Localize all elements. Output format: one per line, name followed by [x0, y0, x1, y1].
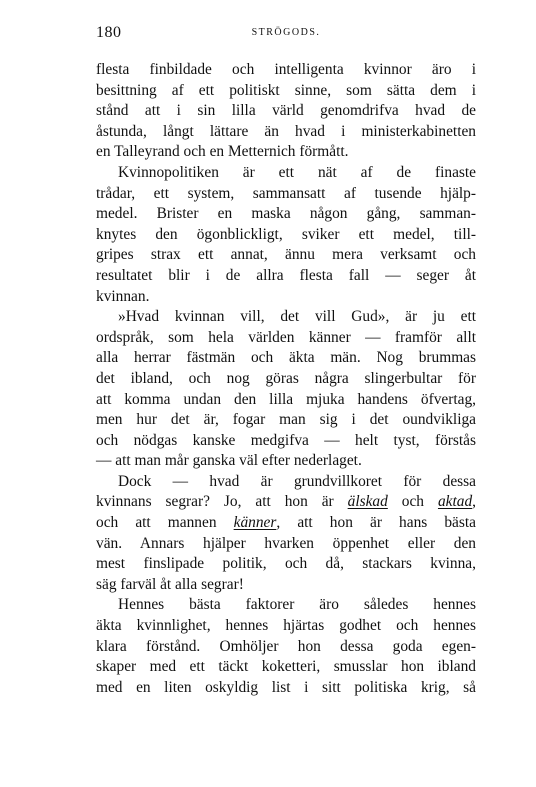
emphasized-word: aktad	[437, 493, 473, 511]
text-line: trådar, ett system, sammansatt af tusende hjälp-	[96, 184, 476, 202]
text-line: en Talleyrand och en Metternich förmått.	[96, 143, 349, 161]
text-line: flesta finbildade och intelligenta kvinnor äro i	[96, 61, 476, 78]
text-line: och nödgas kanske medgifva — helt tyst, förstås	[96, 431, 476, 449]
text-line: klara förstånd. Omhöljer hon dessa goda egen-	[96, 637, 476, 655]
emphasized-word: älskad	[347, 493, 388, 511]
text-line: mest finslipade politik, och då, stackars kvinna,	[96, 555, 476, 573]
text-line: att komma undan den lilla mjuka handens öfvertag,	[96, 390, 476, 408]
text-line: och att mannen känner, att hon är hans bästa	[96, 514, 476, 532]
text-line: — att man mår ganska väl efter nederlaget.	[96, 452, 362, 470]
text-line: skaper med ett täckt koketteri, smusslar hon ibland	[96, 658, 476, 676]
body-text	[96, 60, 476, 698]
text-line: ordspråk, som hela världen känner — framför allt	[96, 328, 476, 346]
page-header	[96, 24, 476, 44]
text-line: kvinnans segrar? Jo, att hon är älskad och aktad,	[96, 493, 477, 511]
text-line: medel. Brister en maska någon gång, samman-	[96, 205, 476, 223]
text-line: »Hvad kvinnan vill, det vill Gud», är ju ett	[118, 308, 476, 326]
text-line: Kvinnopolitiken är ett nät af de finaste	[118, 163, 476, 181]
text-line: gripes strax ett annat, ännu mera verksamt och	[96, 246, 476, 264]
text-line: kvinnan.	[96, 287, 150, 305]
text-line: besittning af ett politiskt sinne, som sätta dem i	[96, 81, 476, 99]
text-line: Hennes bästa faktorer äro således hennes	[118, 596, 476, 614]
text-line: säg farväl åt alla segrar!	[96, 575, 244, 593]
text-line: med en liten oskyldig list i sitt politiska krig, så	[96, 678, 476, 696]
running-title: STRÖGODS.	[251, 27, 321, 38]
text-line: det ibland, och nog göras några slingerbultar för	[96, 369, 476, 387]
text-line: resultatet blir i de allra flesta fall — seger åt	[96, 266, 476, 284]
text-line: Dock — hvad är grundvillkoret för dessa	[118, 472, 476, 490]
text-line: vän. Annars hjälper hvarken öppenhet eller den	[96, 534, 476, 552]
text-line: knytes den ögonblickligt, sviker ett medel, till-	[96, 225, 476, 243]
text-line: stånd att i sin lilla värld genomdrifva hvad de	[96, 102, 476, 120]
text-line: alla herrar fästmän och äkta män. Nog brummas	[96, 349, 476, 367]
text-line: men hur det är, fogar man sig i det oundvikliga	[96, 411, 476, 429]
text-line: åstunda, långt lättare än hvad i ministerkabinetten	[96, 122, 476, 140]
page-number: 180	[96, 24, 122, 41]
emphasized-word: känner	[233, 514, 277, 532]
text-line: äkta kvinnlighet, hennes hjärtas godhet och hennes	[96, 617, 476, 635]
